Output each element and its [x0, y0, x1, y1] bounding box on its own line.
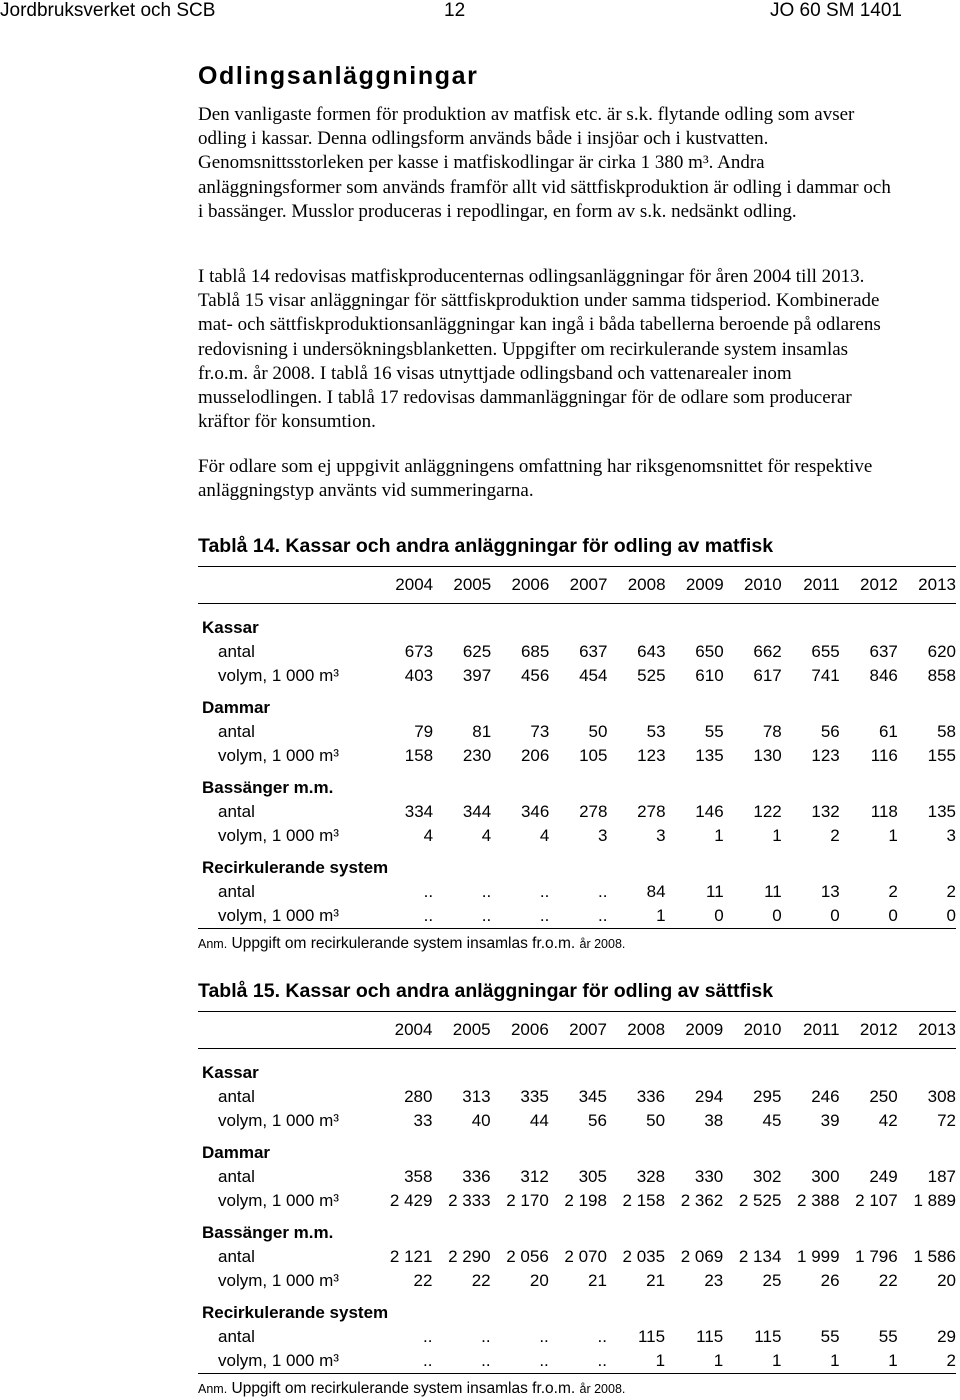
header-blank: [198, 1012, 374, 1049]
page-header: [0, 0, 960, 24]
cell-value: 39: [820, 1111, 840, 1130]
cell-value: 2 290: [448, 1247, 491, 1266]
cell-value: 78: [762, 722, 782, 741]
spacer-row: [198, 768, 956, 776]
note-prefix: Anm.: [198, 1382, 228, 1396]
note-suffix: år 2008.: [579, 937, 626, 951]
cell-value: 118: [870, 802, 898, 821]
group-row: [198, 616, 956, 640]
cell-value: 56: [588, 1111, 607, 1130]
table-14: [198, 566, 956, 929]
cell-value: 44: [529, 1111, 549, 1130]
body-paragraph-1: Den vanligaste formen för produktion av matfisk etc. är s.k. flytande odling som avser odling i kassar. Denna odlingsform används både i insjöar och i kustvatten. Genomsnittsstorleken per kasse i matfiskodlingar är cirka 1 380 m³. Andra anläggningsformer som används framför allt vid sättfiskproduktion är odling i dammar och i bassänger. Musslor produceras i repodlingar, en form av s.k. nedsänkt odling.: [198, 104, 891, 222]
row-label: antal: [218, 1247, 255, 1266]
cell-value: 1: [781, 1349, 839, 1374]
body-paragraph-2: I tablå 14 redovisas matfiskproducenternas odlingsanläggningar för åren 2004 till 2013. Tablå 15 visar anläggningar för sättfiskproduktion under samma tidsperiod. Kombinerade mat- och sättfiskproduktionsanläggningar kan ingå i båda tabellerna beroende på odlarens redovisning i undersökningsblanketten. Uppgifter om recirkulerande system insamlas fr.o.m. år 2008. I tablå 16 visas utnyttjade odlingsband och vattenarealer inom musselodlingen. I tablå 17 redovisas dammanläggningar för de odlare som producerar kräftor för konsumtion.: [198, 266, 881, 433]
row-label: antal: [218, 1167, 255, 1186]
header-row: [198, 567, 956, 604]
group-label: Recirkulerande system: [202, 858, 389, 877]
cell-value: 308: [927, 1087, 956, 1106]
cell-value: 55: [704, 722, 724, 741]
cell-value: 625: [462, 642, 492, 661]
cell-value: 158: [404, 746, 434, 765]
year-header: 2009: [665, 1012, 723, 1049]
cell-value: 4: [481, 826, 492, 845]
cell-value: ..: [375, 904, 433, 929]
cell-value: 278: [579, 802, 608, 821]
row-label: volym, 1 000 m³: [218, 666, 339, 685]
body-paragraph-3: För odlare som ej uppgivit anläggningens omfattning har riksgenomsnittet för respektive anläggningstyp använts vid summeringarna.: [198, 456, 873, 502]
year-header: 2013: [898, 1012, 956, 1049]
cell-value: 53: [646, 722, 666, 741]
note-prefix: Anm.: [198, 937, 228, 951]
cell-value: 230: [462, 746, 492, 765]
cell-value: 21: [588, 1271, 607, 1290]
year-header: 2006: [491, 1012, 549, 1049]
spacer-cell: [198, 604, 956, 617]
cell-value: 42: [878, 1111, 898, 1130]
cell-value: 456: [520, 666, 550, 685]
cell-value: 4: [423, 826, 434, 845]
spacer-cell: [198, 1213, 956, 1221]
year-header: 2007: [549, 1012, 607, 1049]
row-label: volym, 1 000 m³: [218, 746, 339, 765]
cell-value: 116: [870, 746, 898, 765]
cell-value: 1: [607, 904, 665, 929]
header-row: [198, 1012, 956, 1049]
cell-value: 858: [927, 666, 956, 685]
cell-value: 40: [471, 1111, 491, 1130]
cell-value: 278: [637, 802, 666, 821]
cell-value: 2 333: [448, 1191, 491, 1210]
cell-value: 115: [637, 1327, 666, 1346]
cell-value: 312: [520, 1167, 549, 1186]
year-header: 2004: [374, 1012, 432, 1049]
cell-value: 33: [413, 1111, 433, 1130]
cell-value: ..: [433, 904, 491, 929]
table-15-title: Tablå 15. Kassar och andra anläggningar för odling av sättfisk: [198, 980, 774, 1002]
cell-value: ..: [539, 1327, 549, 1346]
year-header: 2010: [724, 567, 782, 604]
cell-value: 2: [946, 882, 956, 901]
cell-value: 1 586: [913, 1247, 956, 1266]
year-header: 2013: [898, 567, 956, 604]
cell-value: 302: [753, 1167, 782, 1186]
year-header: 2008: [607, 567, 665, 604]
table-row: [198, 1325, 956, 1349]
cell-value: 2 069: [680, 1247, 724, 1266]
cell-value: 637: [579, 642, 608, 661]
cell-value: 637: [869, 642, 898, 661]
cell-value: 345: [578, 1087, 607, 1106]
cell-value: 123: [811, 746, 840, 765]
table-row: [198, 744, 956, 768]
cell-value: 295: [753, 1087, 782, 1106]
cell-value: 2: [888, 882, 898, 901]
cell-value: 650: [695, 642, 724, 661]
cell-value: 81: [472, 722, 492, 741]
cell-value: ..: [432, 1349, 490, 1374]
cell-value: 0: [724, 904, 782, 929]
row-label: antal: [218, 802, 255, 821]
cell-value: 334: [404, 802, 434, 821]
cell-value: 132: [811, 802, 840, 821]
cell-value: 1 999: [797, 1247, 840, 1266]
cell-value: 3: [656, 826, 666, 845]
cell-value: 313: [462, 1087, 491, 1106]
row-label: volym, 1 000 m³: [218, 1111, 339, 1130]
cell-value: 1 889: [913, 1191, 956, 1210]
spacer-row: [198, 848, 956, 856]
group-label: Dammar: [202, 698, 271, 717]
year-header: 2006: [491, 567, 549, 604]
cell-value: 4: [539, 826, 550, 845]
cell-value: 22: [413, 1271, 433, 1290]
cell-value: 11: [706, 882, 724, 901]
cell-value: 2 362: [680, 1191, 724, 1210]
cell-value: 0: [840, 904, 898, 929]
cell-value: 25: [762, 1271, 782, 1290]
spacer-row: [198, 604, 956, 617]
group-label: Recirkulerande system: [202, 1303, 389, 1322]
table-row: [198, 1189, 956, 1213]
spacer-row: [198, 1293, 956, 1301]
cell-value: 206: [520, 746, 550, 765]
spacer-row: [198, 1049, 956, 1062]
group-label: Bassänger m.m.: [202, 778, 334, 797]
cell-value: 55: [878, 1327, 898, 1346]
group-row: [198, 696, 956, 720]
group-row: [198, 1141, 956, 1165]
cell-value: 250: [869, 1087, 898, 1106]
row-label: volym, 1 000 m³: [198, 1349, 374, 1374]
cell-value: 336: [462, 1167, 491, 1186]
table-row: [198, 824, 956, 848]
cell-value: ..: [423, 882, 434, 901]
cell-value: ..: [491, 904, 549, 929]
cell-value: 50: [588, 722, 608, 741]
cell-value: 50: [646, 1111, 666, 1130]
row-label: antal: [218, 1087, 255, 1106]
group-label: Bassänger m.m.: [202, 1223, 334, 1242]
group-row: [198, 1061, 956, 1085]
cell-value: 2 429: [389, 1191, 433, 1210]
cell-value: 2 107: [855, 1191, 898, 1210]
cell-value: 105: [579, 746, 608, 765]
cell-value: 1: [665, 1349, 723, 1374]
cell-value: 673: [404, 642, 434, 661]
cell-value: 38: [704, 1111, 724, 1130]
cell-value: 3: [946, 826, 956, 845]
row-label: antal: [218, 642, 255, 661]
cell-value: 1: [888, 826, 898, 845]
spacer-cell: [198, 1133, 956, 1141]
cell-value: 58: [937, 722, 956, 741]
cell-value: 84: [646, 882, 666, 901]
cell-value: 20: [529, 1271, 549, 1290]
cell-value: 0: [898, 904, 956, 929]
cell-value: 846: [869, 666, 898, 685]
table-row: [198, 1269, 956, 1293]
cell-value: 1 796: [855, 1247, 898, 1266]
header-blank: [198, 567, 375, 604]
cell-value: 61: [878, 722, 898, 741]
cell-value: 2 525: [738, 1191, 782, 1210]
cell-value: 45: [762, 1111, 782, 1130]
cell-value: 0: [666, 904, 724, 929]
cell-value: 2 035: [622, 1247, 666, 1266]
cell-value: ..: [539, 882, 550, 901]
cell-value: 1: [714, 826, 724, 845]
group-row: [198, 856, 956, 880]
cell-value: 1: [723, 1349, 781, 1374]
table-row: [198, 904, 956, 929]
cell-value: 123: [637, 746, 666, 765]
year-header: 2012: [840, 567, 898, 604]
group-row: [198, 1221, 956, 1245]
cell-value: 403: [404, 666, 434, 685]
cell-value: 336: [636, 1087, 666, 1106]
year-header: 2004: [375, 567, 433, 604]
cell-value: 525: [637, 666, 666, 685]
spacer-cell: [198, 848, 956, 856]
table-row: [198, 664, 956, 688]
group-label: Kassar: [202, 1063, 259, 1082]
cell-value: 685: [520, 642, 550, 661]
table-14-title: Tablå 14. Kassar och andra anläggningar för odling av matfisk: [198, 535, 774, 557]
year-header: 2010: [723, 1012, 781, 1049]
row-label: antal: [218, 882, 255, 901]
cell-value: 620: [927, 642, 956, 661]
spacer-row: [198, 1213, 956, 1221]
cell-value: ..: [597, 1327, 607, 1346]
row-label: antal: [218, 1327, 255, 1346]
cell-value: 2 158: [622, 1191, 666, 1210]
row-label: volym, 1 000 m³: [218, 826, 339, 845]
year-header: 2007: [549, 567, 607, 604]
cell-value: 122: [753, 802, 782, 821]
cell-value: 115: [754, 1327, 782, 1346]
cell-value: 335: [520, 1087, 549, 1106]
cell-value: 2 198: [564, 1191, 607, 1210]
row-label: volym, 1 000 m³: [218, 1271, 339, 1290]
header-publisher: Jordbruksverket och SCB: [0, 0, 216, 21]
cell-value: 2 056: [506, 1247, 549, 1266]
cell-value: 300: [811, 1167, 840, 1186]
cell-value: 246: [811, 1087, 840, 1106]
cell-value: 155: [927, 746, 956, 765]
cell-value: 29: [937, 1327, 956, 1346]
cell-value: 454: [579, 666, 608, 685]
cell-value: ..: [481, 1327, 491, 1346]
header-series-code: JO 60 SM 1401: [769, 0, 902, 21]
cell-value: 328: [636, 1167, 666, 1186]
cell-value: ..: [481, 882, 492, 901]
section-heading: Odlingsanläggningar: [198, 62, 479, 90]
spacer-cell: [198, 688, 956, 696]
cell-value: 617: [753, 666, 782, 685]
cell-value: 346: [520, 802, 550, 821]
cell-value: 11: [764, 882, 782, 901]
spacer-cell: [198, 768, 956, 776]
year-header: 2009: [666, 567, 724, 604]
cell-value: 22: [471, 1271, 491, 1290]
cell-value: 13: [820, 882, 840, 901]
cell-value: 1: [772, 826, 782, 845]
cell-value: 115: [696, 1327, 724, 1346]
cell-value: 249: [869, 1167, 898, 1186]
table-row: [198, 880, 956, 904]
cell-value: ..: [549, 904, 607, 929]
table-row: [198, 720, 956, 744]
cell-value: 280: [404, 1087, 433, 1106]
spacer-row: [198, 688, 956, 696]
year-header: 2011: [781, 1012, 839, 1049]
cell-value: 2: [898, 1349, 956, 1374]
cell-value: 344: [462, 802, 492, 821]
spacer-cell: [198, 1293, 956, 1301]
note-text: Uppgift om recirkulerande system insamlas fr.o.m.: [231, 1380, 576, 1397]
cell-value: 397: [462, 666, 492, 685]
spacer-cell: [198, 1049, 956, 1062]
cell-value: 130: [753, 746, 782, 765]
cell-value: ..: [423, 1327, 433, 1346]
year-header: 2008: [607, 1012, 665, 1049]
table-row: [198, 1349, 956, 1374]
year-header: 2005: [432, 1012, 490, 1049]
cell-value: 741: [811, 666, 840, 685]
table-15: [198, 1011, 956, 1374]
table-row: [198, 1165, 956, 1189]
group-label: Dammar: [202, 1143, 271, 1162]
cell-value: 662: [753, 642, 782, 661]
cell-value: 655: [811, 642, 840, 661]
cell-value: 358: [404, 1167, 433, 1186]
cell-value: 73: [530, 722, 550, 741]
cell-value: 2: [830, 826, 840, 845]
cell-value: 72: [937, 1111, 956, 1130]
cell-value: 135: [695, 746, 724, 765]
cell-value: 294: [694, 1087, 724, 1106]
cell-value: 26: [820, 1271, 840, 1290]
cell-value: 55: [820, 1327, 840, 1346]
table-15-note: [198, 1380, 625, 1398]
cell-value: 2 134: [738, 1247, 782, 1266]
cell-value: 0: [782, 904, 840, 929]
cell-value: 187: [927, 1167, 956, 1186]
cell-value: 2 121: [389, 1247, 433, 1266]
table-row: [198, 1109, 956, 1133]
group-label: Kassar: [202, 618, 259, 637]
cell-value: ..: [374, 1349, 432, 1374]
cell-value: 135: [927, 802, 956, 821]
table-row: [198, 640, 956, 664]
year-header: 2011: [782, 567, 840, 604]
year-header: 2005: [433, 567, 491, 604]
cell-value: 305: [578, 1167, 607, 1186]
cell-value: 79: [414, 722, 434, 741]
spacer-row: [198, 1133, 956, 1141]
cell-value: 23: [704, 1271, 724, 1290]
row-label: volym, 1 000 m³: [218, 1191, 339, 1210]
year-header: 2012: [840, 1012, 898, 1049]
table-14-note: [198, 935, 625, 953]
group-row: [198, 1301, 956, 1325]
cell-value: 146: [695, 802, 724, 821]
cell-value: 20: [937, 1271, 956, 1290]
cell-value: 56: [820, 722, 840, 741]
group-row: [198, 776, 956, 800]
row-label: antal: [218, 722, 255, 741]
row-label: volym, 1 000 m³: [198, 904, 375, 929]
header-page-number: 12: [444, 0, 466, 21]
cell-value: 1: [840, 1349, 898, 1374]
cell-value: 610: [695, 666, 724, 685]
cell-value: 2 388: [797, 1191, 840, 1210]
cell-value: 2 070: [564, 1247, 607, 1266]
table-row: [198, 800, 956, 824]
cell-value: 643: [637, 642, 666, 661]
cell-value: 22: [878, 1271, 898, 1290]
cell-value: ..: [597, 882, 608, 901]
cell-value: 330: [694, 1167, 724, 1186]
cell-value: 21: [646, 1271, 666, 1290]
note-text: Uppgift om recirkulerande system insamlas fr.o.m.: [231, 935, 576, 952]
table-row: [198, 1245, 956, 1269]
cell-value: 1: [607, 1349, 665, 1374]
table-row: [198, 1085, 956, 1109]
note-suffix: år 2008.: [579, 1382, 626, 1396]
cell-value: 2 170: [506, 1191, 549, 1210]
cell-value: ..: [549, 1349, 607, 1374]
cell-value: 3: [597, 826, 608, 845]
cell-value: ..: [491, 1349, 549, 1374]
